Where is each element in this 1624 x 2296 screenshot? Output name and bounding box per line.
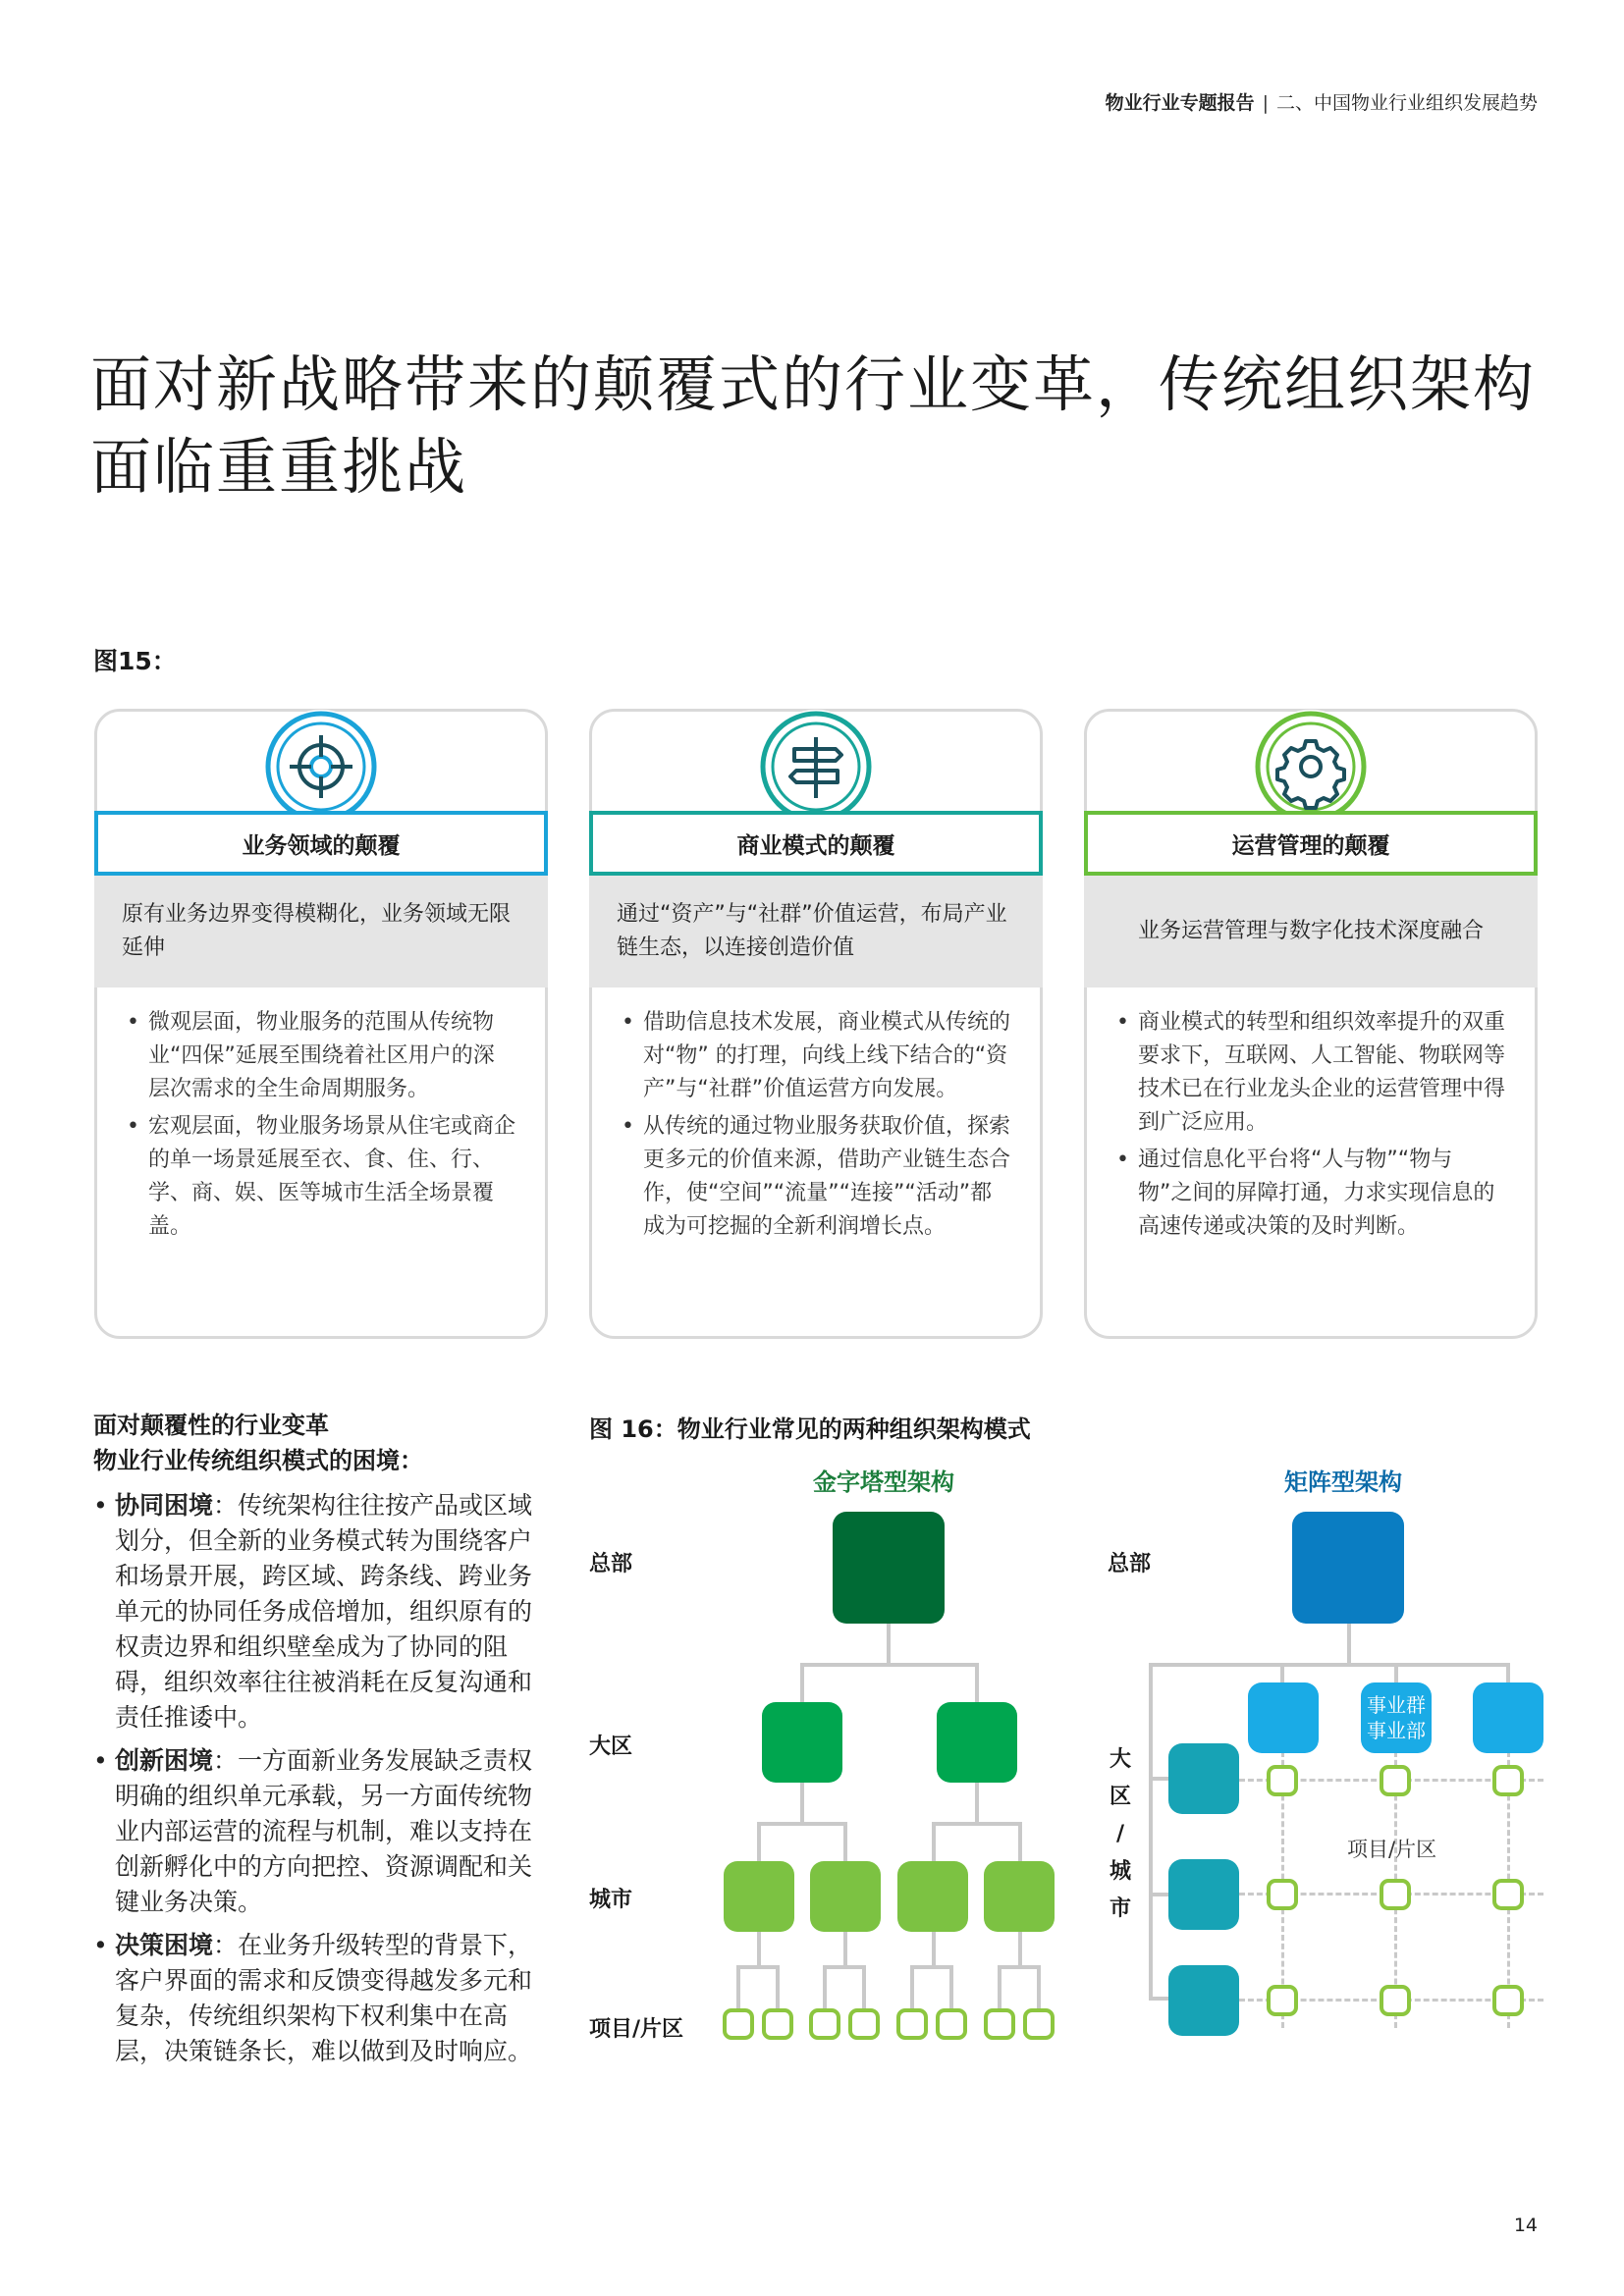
connector	[1149, 1893, 1170, 1896]
connector	[998, 1965, 1041, 1969]
report-name: 物业行业专题报告	[1105, 92, 1255, 114]
target-icon	[264, 710, 378, 824]
connector	[800, 1783, 804, 1822]
vertical-char: 大	[1109, 1747, 1131, 1772]
matrix-region-node	[1168, 1965, 1239, 2036]
figure15-label: 图15：	[93, 647, 177, 675]
connector	[1506, 1663, 1510, 1682]
connector	[932, 1822, 1022, 1826]
dilemma-text: ：一方面新业务发展缺乏责权明确的组织单元承载，另一方面传统物业内部运营的流程与机制，难以支持在创新孵化中的方向把控、资源调配和关键业务决策。	[115, 1746, 533, 1916]
connector	[1149, 1663, 1508, 1667]
connector	[843, 1822, 847, 1863]
connector	[975, 1663, 979, 1702]
dilemma-heading	[93, 1408, 423, 1478]
connector	[949, 1965, 953, 2008]
pyramid-project-node	[1023, 2008, 1055, 2040]
matrix-project-node	[1492, 1879, 1524, 1910]
connector	[1347, 1622, 1351, 1665]
pyramid-project-node	[762, 2008, 793, 2040]
unit-label	[1361, 1692, 1432, 1743]
connector	[975, 1783, 979, 1822]
connector	[736, 1965, 780, 1969]
pyramid-project-node	[936, 2008, 967, 2040]
page-title: 面对新战略带来的颠覆式的行业变革，传统组织架构面临重重挑战	[90, 348, 1537, 503]
connector	[843, 1932, 847, 1967]
matrix-unit-node	[1248, 1682, 1319, 1753]
matrix-grid-label: 项目/片区	[1347, 1838, 1437, 1861]
connector	[1149, 1997, 1170, 2001]
signpost-icon	[759, 710, 873, 824]
card-bullets	[1116, 1006, 1505, 1248]
connector	[887, 1622, 891, 1665]
dilemma-item	[93, 1743, 535, 1920]
pyramid-region-node	[937, 1702, 1017, 1783]
connector	[910, 1965, 914, 2008]
matrix-project-node	[1492, 1765, 1524, 1796]
pyramid-level-region: 大区	[589, 1735, 633, 1759]
card-business-domain	[94, 709, 548, 1339]
pyramid-project-node	[848, 2008, 880, 2040]
dilemma-term: 创新困境	[115, 1746, 214, 1775]
card-business-model	[589, 709, 1043, 1339]
pyramid-level-city: 城市	[589, 1888, 633, 1912]
unit-label-line2: 事业部	[1367, 1719, 1426, 1742]
pyramid-title: 金字塔型架构	[813, 1468, 954, 1496]
dilemma-list	[93, 1488, 535, 2077]
card-bullet: • 微观层面，物业服务的范围从传统物业“四保”延展至围绕着社区用户的深层次需求的全生命周期服务。	[127, 1006, 515, 1106]
matrix-project-node	[1380, 1765, 1411, 1796]
connector	[1037, 1965, 1041, 2008]
matrix-vertical-label	[1108, 1741, 1133, 1928]
connector	[736, 1965, 740, 2008]
connector	[932, 1822, 936, 1863]
page-number: 14	[1513, 2215, 1538, 2236]
matrix-project-node	[1267, 1879, 1298, 1910]
connector	[823, 1965, 866, 1969]
matrix-project-node	[1380, 1879, 1411, 1910]
card-summary: 原有业务边界变得模糊化，业务领域无限延伸	[94, 876, 548, 988]
dilemma-text: ：传统架构往往按产品或区域划分，但全新的业务模式转为围绕客户和场景开展，跨区域、跨条线、跨业务单元的协同任务成倍增加，组织原有的权责边界和组织壁垒成为了协同的阻碍，组织效率往往被消耗在反复沟通和责任推诿中。	[115, 1491, 533, 1732]
card-heading: 业务领域的颠覆	[94, 811, 548, 876]
pyramid-project-node	[984, 2008, 1015, 2040]
vertical-char: 城	[1109, 1859, 1131, 1884]
connector	[862, 1965, 866, 2008]
matrix-hq-node	[1292, 1512, 1404, 1624]
matrix-unit-node	[1473, 1682, 1543, 1753]
dilemma-heading-line1: 面对颠覆性的行业变革	[93, 1412, 329, 1439]
pyramid-region-node	[762, 1702, 842, 1783]
connector	[1149, 1777, 1170, 1781]
connector	[932, 1932, 936, 1967]
connector	[1280, 1663, 1284, 1682]
matrix-project-node	[1492, 1985, 1524, 2016]
vertical-char: 区	[1109, 1785, 1131, 1809]
card-bullets	[127, 1006, 515, 1248]
dilemma-term: 决策困境	[115, 1931, 214, 1959]
connector	[1394, 1663, 1398, 1682]
card-bullet: • 宏观层面，物业服务场景从住宅或商企的单一场景延展至衣、食、住、行、学、商、娱、医等城市生活全场景覆盖。	[127, 1110, 515, 1244]
connector	[776, 1965, 780, 2008]
figure16-label: 图 16：物业行业常见的两种组织架构模式	[589, 1415, 1031, 1443]
pyramid-city-node	[724, 1861, 794, 1932]
card-bullet: • 商业模式的转型和组织效率提升的双重要求下，互联网、人工智能、物联网等技术已在行业龙头企业的运营管理中得到广泛应用。	[1116, 1006, 1505, 1140]
running-header	[1106, 88, 1538, 115]
matrix-region-node	[1168, 1859, 1239, 1930]
matrix-unit-node	[1361, 1682, 1432, 1753]
matrix-level-hq: 总部	[1108, 1552, 1152, 1576]
card-heading: 商业模式的颠覆	[589, 811, 1043, 876]
connector	[1018, 1932, 1022, 1967]
card-operations	[1084, 709, 1538, 1339]
pyramid-level-project: 项目/片区	[589, 2017, 684, 2042]
connector	[1018, 1822, 1022, 1863]
card-bullet: • 从传统的通过物业服务获取价值，探索更多元的价值来源，借助产业链生态合作，使“空间”“流量”“连接”“活动”都成为可挖掘的全新利润增长点。	[622, 1110, 1010, 1244]
vertical-char: 市	[1109, 1896, 1131, 1921]
card-bullet: • 借助信息技术发展，商业模式从传统的对“物” 的打理，向线上线下结合的“资产”与“社群”价值运营方向发展。	[622, 1006, 1010, 1106]
dilemma-item	[93, 1488, 535, 1735]
matrix-title: 矩阵型架构	[1284, 1468, 1402, 1496]
dilemma-item	[93, 1928, 535, 2069]
vertical-char: /	[1115, 1822, 1125, 1846]
section-name: 二、中国物业行业组织发展趋势	[1275, 92, 1538, 114]
connector	[823, 1965, 827, 2008]
card-summary: 业务运营管理与数字化技术深度融合	[1084, 876, 1538, 988]
connector	[910, 1965, 953, 1969]
dilemma-text: ：在业务升级转型的背景下，客户界面的需求和反馈变得越发多元和复杂，传统组织架构下权利集中在高层，决策链条长，难以做到及时响应。	[115, 1931, 533, 2065]
card-heading: 运营管理的颠覆	[1084, 811, 1538, 876]
pyramid-city-node	[984, 1861, 1055, 1932]
matrix-region-node	[1168, 1743, 1239, 1814]
gear-icon	[1254, 710, 1368, 824]
pyramid-city-node	[810, 1861, 881, 1932]
connector	[800, 1663, 977, 1667]
connector	[757, 1822, 761, 1863]
pyramid-level-hq: 总部	[589, 1552, 633, 1576]
unit-label-line1: 事业群	[1367, 1693, 1426, 1717]
matrix-project-node	[1267, 1765, 1298, 1796]
card-summary: 通过“资产”与“社群”价值运营，布局产业链生态，以连接创造价值	[589, 876, 1043, 988]
pyramid-project-node	[809, 2008, 840, 2040]
matrix-project-node	[1380, 1985, 1411, 2016]
header-separator: |	[1262, 92, 1269, 114]
dilemma-heading-line2: 物业行业传统组织模式的困境：	[93, 1447, 423, 1474]
card-bullet: • 通过信息化平台将“人与物”“物与物”之间的屏障打通，力求实现信息的高速传递或决策的及时判断。	[1116, 1144, 1505, 1244]
connector	[1149, 1663, 1153, 1999]
pyramid-hq-node	[833, 1512, 945, 1624]
connector	[757, 1932, 761, 1967]
pyramid-project-node	[896, 2008, 928, 2040]
dilemma-term: 协同困境	[115, 1491, 214, 1520]
pyramid-project-node	[723, 2008, 754, 2040]
connector	[800, 1663, 804, 1702]
connector	[757, 1822, 847, 1826]
connector	[998, 1965, 1001, 2008]
card-bullets	[622, 1006, 1010, 1248]
pyramid-city-node	[897, 1861, 968, 1932]
matrix-project-node	[1267, 1985, 1298, 2016]
